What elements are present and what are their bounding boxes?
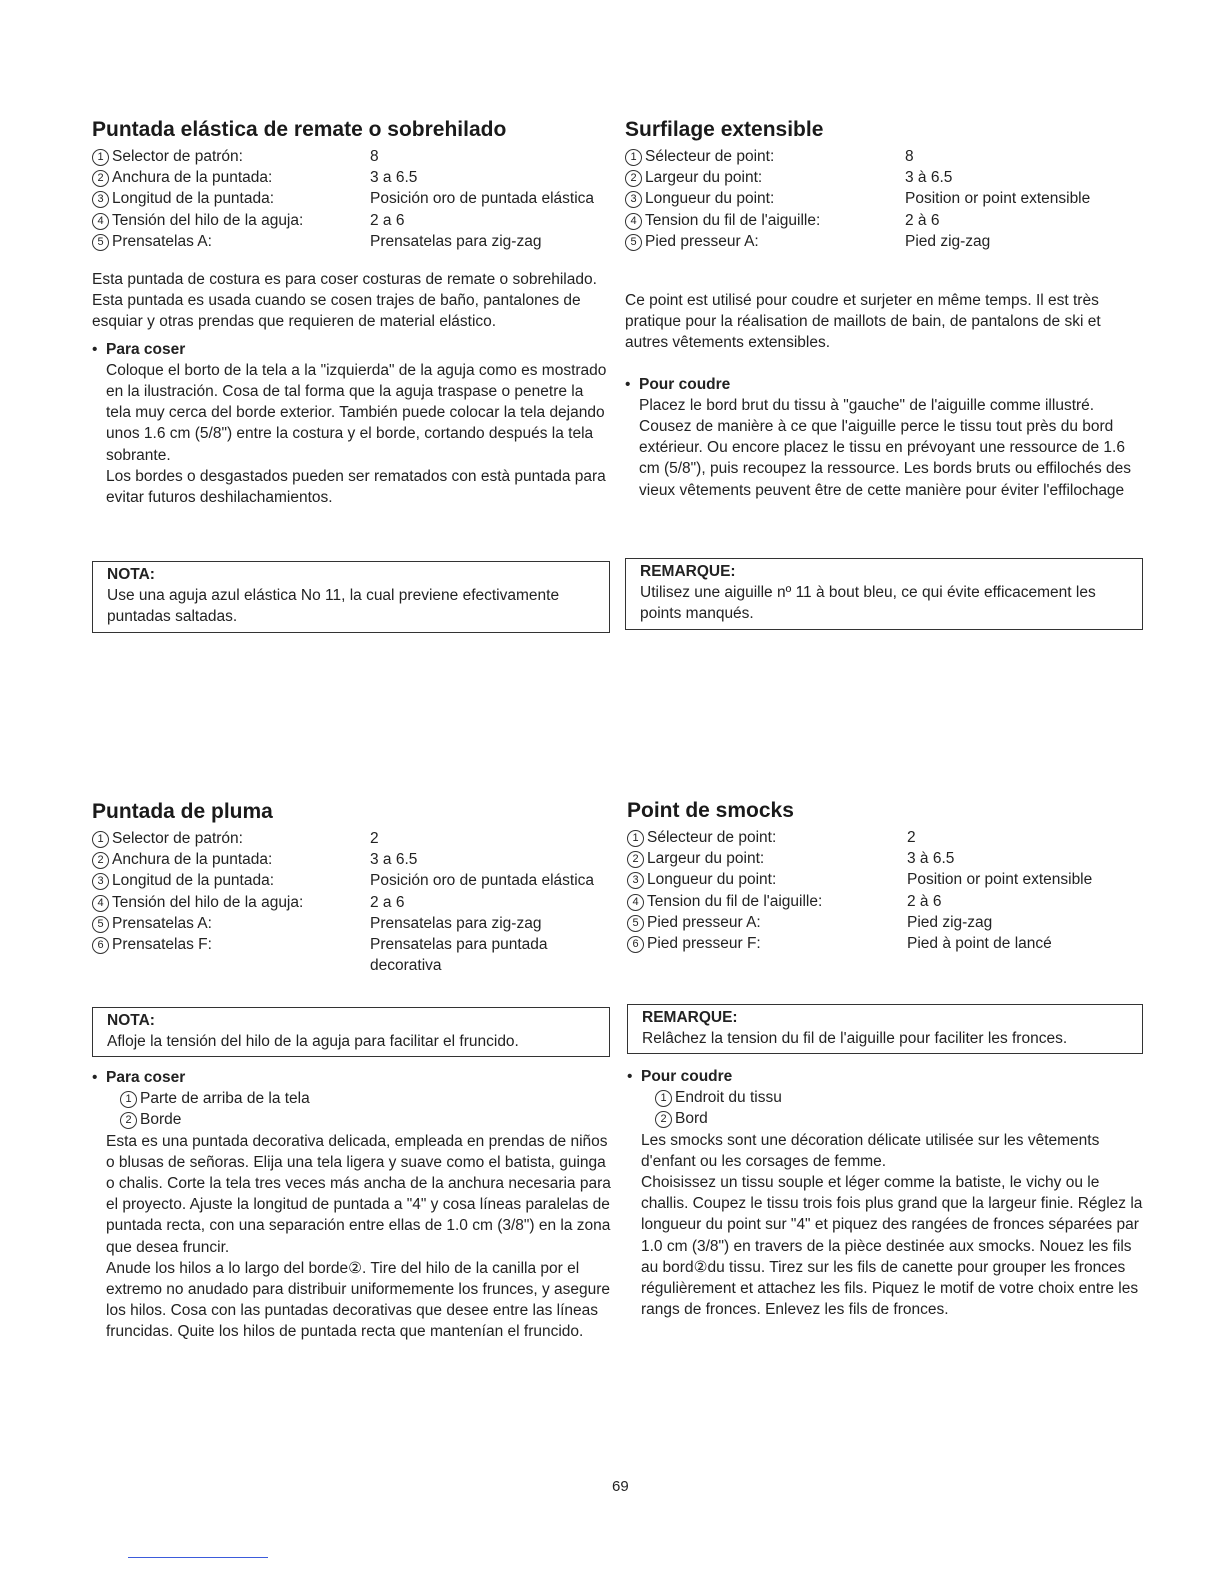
fr1-note xyxy=(625,558,1143,630)
page-number: 69 xyxy=(612,1478,629,1495)
setting-value: 2 a 6 xyxy=(370,893,405,911)
setting-value: Prensatelas para zig-zag xyxy=(370,232,542,250)
es2-note xyxy=(92,1007,610,1057)
setting-label xyxy=(627,827,907,848)
setting-value: 3 a 6.5 xyxy=(370,851,418,869)
fr2-section xyxy=(627,799,1147,954)
es2-note-title: NOTA: xyxy=(107,1012,155,1029)
setting-label xyxy=(92,849,370,870)
fr2-body1: Les smocks sont une décoration délicate utilisée sur les vêtements d'enfant ou les corsages de femme. xyxy=(641,1131,1100,1170)
circled-number-icon: 2 xyxy=(625,170,642,187)
list-item xyxy=(655,1108,1147,1129)
setting-value: 2 à 6 xyxy=(907,892,942,910)
es1-note xyxy=(92,561,610,633)
circled-number-icon: 1 xyxy=(120,1091,137,1108)
setting-label-text: Pied presseur A: xyxy=(647,913,761,931)
setting-value: Posición oro de puntada elástica xyxy=(370,190,595,208)
setting-label xyxy=(625,167,905,188)
setting-label-text: Tension du fil de l'aiguille: xyxy=(645,211,821,229)
es2-body2: Anude los hilos a lo largo del borde②. Tire del hilo de la canilla por el extremo no anudado para distribuir uniformemente los frunces, y asegure los hilos. Cosa con las puntadas decorativas que desee entre las líneas fruncidas. Quite los hilos de puntada recta que mantenían el fruncido. xyxy=(106,1259,611,1341)
setting-label-text: Tension du fil de l'aiguille: xyxy=(647,892,823,910)
es1-sub-text: Coloque el borto de la tela a la "izquierda" de la aguja como es mostrado en la ilustración. Cosa de tal forma que la aguja traspase o penetre la tela muy cerca del borde exterior. También puede colocar la tela dejando unos 1.6 cm (5/8") entre la costura y el borde, cortando después la tela sobrante. xyxy=(106,361,607,464)
es2-body1: Esta es una puntada decorativa delicada, empleada en prendas de niños o blusas de señoras. Elija una tela ligera y suave como el batista, guinga o chalis. Corte la tela tres veces más ancha de la anchura necesaria para el proyecto. Ajuste la longitud de puntada a "4" y cosa líneas paralelas de puntada recta, con una separación entre ellas de 1.0 cm (3/8") en la zona que desea fruncir. xyxy=(106,1132,611,1256)
setting-value: 8 xyxy=(370,148,379,165)
es2-title: Puntada de pluma xyxy=(92,800,273,823)
circled-number-icon: 3 xyxy=(92,873,109,890)
fr2-title: Point de smocks xyxy=(627,799,794,822)
list-item xyxy=(655,1087,1147,1108)
circled-number-icon: 2 xyxy=(627,851,644,868)
setting-label xyxy=(625,188,905,209)
setting-label-text: Prensatelas A: xyxy=(112,914,212,932)
setting-label xyxy=(625,146,905,167)
setting-value: 2 xyxy=(907,829,916,846)
circled-number-icon: 1 xyxy=(655,1090,672,1107)
setting-label xyxy=(92,146,370,167)
fr1-note-text: Utilisez une aiguille nº 11 à bout bleu, ce qui évite efficacement les points manqués. xyxy=(640,584,1096,623)
circled-number-icon: 1 xyxy=(92,831,109,848)
setting-label xyxy=(625,231,905,252)
setting-label-text: Sélecteur de point: xyxy=(645,148,775,165)
setting-label-text: Longitud de la puntada: xyxy=(112,190,275,208)
list-item xyxy=(120,1088,612,1109)
bullet-icon: • xyxy=(625,375,631,393)
setting-label-text: Largeur du point: xyxy=(645,169,763,187)
circled-number-icon: 3 xyxy=(627,872,644,889)
setting-value: Posición oro de puntada elástica xyxy=(370,872,595,890)
setting-label-text: Sélecteur de point: xyxy=(647,829,777,846)
es1-note-text: Use una aguja azul elástica No 11, la cual previene efectivamente puntadas saltadas. xyxy=(107,587,560,626)
setting-label xyxy=(92,210,370,231)
circled-number-icon: 5 xyxy=(627,915,644,932)
circled-number-icon: 3 xyxy=(92,191,109,208)
setting-label-text: Anchura de la puntada: xyxy=(112,169,273,187)
setting-value: 2 a 6 xyxy=(370,211,405,229)
fr2-sub-title: Pour coudre xyxy=(641,1068,733,1085)
list-item-label: Parte de arriba de la tela xyxy=(140,1090,310,1108)
setting-label xyxy=(92,231,370,252)
setting-label-text: Tensión del hilo de la aguja: xyxy=(112,893,304,911)
fr1-intro: Ce point est utilisé pour coudre et surjeter en même temps. Il est très pratique pour la réalisation de maillots de bain, de pantalons de ski et autres vêtements extensibles. xyxy=(625,292,1101,352)
setting-value: Prensatelas para zig-zag xyxy=(370,914,542,932)
es1-section xyxy=(92,118,612,508)
setting-value: 8 xyxy=(905,148,914,165)
setting-value: Position or point extensible xyxy=(905,190,1091,208)
list-item xyxy=(120,1109,612,1130)
circled-number-icon: 4 xyxy=(625,213,642,230)
setting-label xyxy=(627,912,907,933)
setting-label-text: Longueur du point: xyxy=(647,871,777,889)
circled-number-icon: 6 xyxy=(92,937,109,954)
setting-label xyxy=(92,870,370,891)
setting-label-text: Selector de patrón: xyxy=(112,148,243,165)
es1-sub xyxy=(92,339,612,509)
fr2-note-text: Relâchez la tension du fil de l'aiguille pour faciliter les fronces. xyxy=(642,1030,1068,1048)
setting-label xyxy=(92,892,370,913)
circled-number-icon: 3 xyxy=(625,191,642,208)
setting-label xyxy=(627,848,907,869)
fr2-note xyxy=(627,1004,1143,1054)
setting-label xyxy=(92,167,370,188)
setting-value: 3 à 6.5 xyxy=(905,169,953,187)
circled-number-icon: 4 xyxy=(92,213,109,230)
fr1-settings xyxy=(625,146,1145,252)
setting-value: Pied à point de lancé xyxy=(907,935,1052,953)
setting-label xyxy=(92,913,370,934)
es1-sub-title: Para coser xyxy=(106,340,186,358)
fr2-settings xyxy=(627,827,1147,954)
circled-number-icon: 5 xyxy=(92,916,109,933)
setting-label xyxy=(92,188,370,209)
circled-number-icon: 2 xyxy=(655,1111,672,1128)
circled-number-icon: 5 xyxy=(625,234,642,251)
fr2-note-title: REMARQUE: xyxy=(642,1009,738,1026)
setting-label-text: Pied presseur A: xyxy=(645,232,759,250)
es2-settings xyxy=(92,828,612,976)
circled-number-icon: 4 xyxy=(92,895,109,912)
fr2-items xyxy=(627,1087,1147,1129)
setting-label-text: Longitud de la puntada: xyxy=(112,872,275,890)
setting-label-text: Largeur du point: xyxy=(647,850,765,868)
setting-label-text: Longueur du point: xyxy=(645,190,775,208)
es2-note-text: Afloje la tensión del hilo de la aguja para facilitar el fruncido. xyxy=(107,1033,519,1051)
setting-label xyxy=(92,828,370,849)
setting-value: 3 a 6.5 xyxy=(370,169,418,187)
setting-value: Pied zig-zag xyxy=(905,232,991,250)
es2-items xyxy=(92,1088,612,1130)
setting-value: 3 à 6.5 xyxy=(907,850,955,868)
setting-label-text: Selector de patrón: xyxy=(112,830,243,847)
fr1-sub xyxy=(625,374,1145,501)
setting-label xyxy=(625,210,905,231)
setting-label-text: Anchura de la puntada: xyxy=(112,851,273,869)
circled-number-icon: 1 xyxy=(625,149,642,166)
setting-label-text: Prensatelas A: xyxy=(112,232,212,250)
fr2-sub xyxy=(627,1066,1147,1320)
fr1-sub-text: Placez le bord brut du tissu à "gauche" de l'aiguille comme illustré. Cousez de manière à ce que l'aiguille perce le tissu tout près du bord extérieur. Ou encore placez le tissu en prévoyant une ressource de 1.6 cm (5/8"), puis recoupez la ressource. Les bords bruts ou effilochés des vieux vêtements peuvent être de cette manière pour éviter l'effilochage xyxy=(639,396,1131,499)
bottom-rule xyxy=(128,1557,268,1558)
es1-title: Puntada elástica de remate o sobrehilado xyxy=(92,118,507,141)
es1-settings xyxy=(92,146,612,252)
setting-label-text: Prensatelas F: xyxy=(112,936,212,954)
setting-label xyxy=(627,869,907,890)
fr1-section xyxy=(625,118,1145,501)
bullet-icon: • xyxy=(92,1069,98,1086)
es2-sub-title: Para coser xyxy=(106,1069,186,1086)
list-item-label: Endroit du tissu xyxy=(675,1089,782,1107)
circled-number-icon: 1 xyxy=(627,830,644,847)
setting-label xyxy=(627,933,907,954)
setting-label xyxy=(92,934,370,976)
circled-number-icon: 2 xyxy=(120,1112,137,1129)
circled-number-icon: 1 xyxy=(92,149,109,166)
list-item-label: Borde xyxy=(140,1111,182,1129)
setting-value: Prensatelas para puntada decorativa xyxy=(370,936,548,975)
fr1-sub-title: Pour coudre xyxy=(639,375,731,393)
setting-label xyxy=(627,891,907,912)
circled-number-icon: 4 xyxy=(627,894,644,911)
bullet-icon: • xyxy=(627,1068,633,1085)
setting-label-text: Tensión del hilo de la aguja: xyxy=(112,211,304,229)
fr2-body2: Choisissez un tissu souple et léger comme la batiste, le vichy ou le challis. Coupez le tissu trois fois plus grand que la largeur finie. Réglez la longueur du point sur "4" et piquez des rangées de fronces séparées par 1.0 cm (3/8") en travers de la pièce destinée aux smocks. Nouez les fils au bord②du tissu. Tirez sur les fils de canette pour grouper les fronces régulièrement et attachez les fils. Piquez le motif de votre choix entre les rangs de fronces. Enlevez les fils de fronces. xyxy=(641,1174,1143,1319)
bullet-icon: • xyxy=(92,340,98,358)
es1-intro: Esta puntada de costura es para coser costuras de remate o sobrehilado. Esta puntada es usada cuando se cosen trajes de baño, pantalones de esquiar y otras prendas que requieren de material elástico. xyxy=(92,271,597,331)
setting-label-text: Pied presseur F: xyxy=(647,935,761,953)
fr1-note-title: REMARQUE: xyxy=(640,563,736,580)
circled-number-icon: 2 xyxy=(92,170,109,187)
setting-value: 2 à 6 xyxy=(905,211,940,229)
circled-number-icon: 5 xyxy=(92,234,109,251)
es1-note-title: NOTA: xyxy=(107,566,155,583)
circled-number-icon: 6 xyxy=(627,936,644,953)
es1-sub-text2: Los bordes o desgastados pueden ser rematados con està puntada para evitar futuros deshilachamientos. xyxy=(106,467,606,507)
setting-value: 2 xyxy=(370,830,379,847)
setting-value: Pied zig-zag xyxy=(907,913,993,931)
es2-sub xyxy=(92,1067,612,1343)
setting-value: Position or point extensible xyxy=(907,871,1093,889)
es2-section xyxy=(92,800,612,976)
fr1-title: Surfilage extensible xyxy=(625,118,824,141)
list-item-label: Bord xyxy=(675,1110,708,1128)
circled-number-icon: 2 xyxy=(92,852,109,869)
